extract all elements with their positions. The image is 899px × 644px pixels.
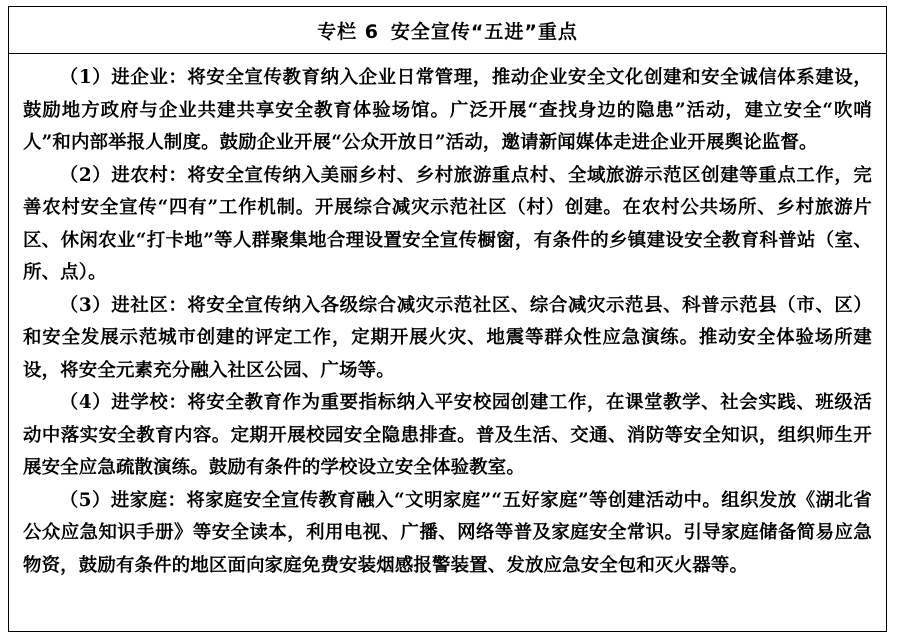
paragraph-family: （5）进家庭：将家庭安全宣传教育融入“文明家庭”“五好家庭”等创建活动中。组织发放《湖北省公众应急知识手册》等安全读本，利用电视、广播、网络等普及家庭安全常识。引导家庭储备简易应急物资，鼓励有条件的地区面向家庭免费安装烟感报警装置、发放应急安全包和灭火器等。 bbox=[23, 489, 872, 576]
column-title bbox=[9, 7, 886, 54]
column-box bbox=[8, 6, 887, 632]
column-heading: 安全宣传“五进”重点 bbox=[390, 20, 578, 43]
paragraph-school: （4）进学校：将安全教育作为重要指标纳入平安校园创建工作，在课堂教学、社会实践、班级活动中落实安全教育内容。定期开展校园安全隐患排查。普及生活、交通、消防等安全知识，组织师生开展安全应急疏散演练。鼓励有条件的学校设立安全体验教室。 bbox=[23, 392, 872, 478]
column-number: 专栏 6 bbox=[317, 20, 379, 43]
paragraph-village: （2）进农村：将安全宣传纳入美丽乡村、乡村旅游重点村、全域旅游示范区创建等重点工作，完善农村安全宣传“四有”工作机制。开展综合减灾示范社区（村）创建。在农村公共场所、乡村旅游片区、休闲农业“打卡地”等人群聚集地合理设置安全宣传橱窗，有条件的乡镇建设安全教育科普站（室、所、点）。 bbox=[23, 164, 872, 283]
paragraph-enterprise: （1）进企业：将安全宣传教育纳入企业日常管理，推动企业安全文化创建和安全诚信体系建设，鼓励地方政府与企业共建共享安全教育体验场馆。广泛开展“查找身边的隐患”活动，建立安全“吹哨人”和内部举报人制度。鼓励企业开展“公众开放日”活动，邀请新闻媒体走进企业开展舆论监督。 bbox=[23, 67, 872, 153]
paragraph-community: （3）进社区：将安全宣传纳入各级综合减灾示范社区、综合减灾示范县、科普示范县（市、区）和安全发展示范城市创建的评定工作，定期开展火灾、地震等群众性应急演练。推动安全体验场所建设，将安全元素充分融入社区公园、广场等。 bbox=[23, 294, 872, 381]
column-content bbox=[9, 54, 886, 582]
